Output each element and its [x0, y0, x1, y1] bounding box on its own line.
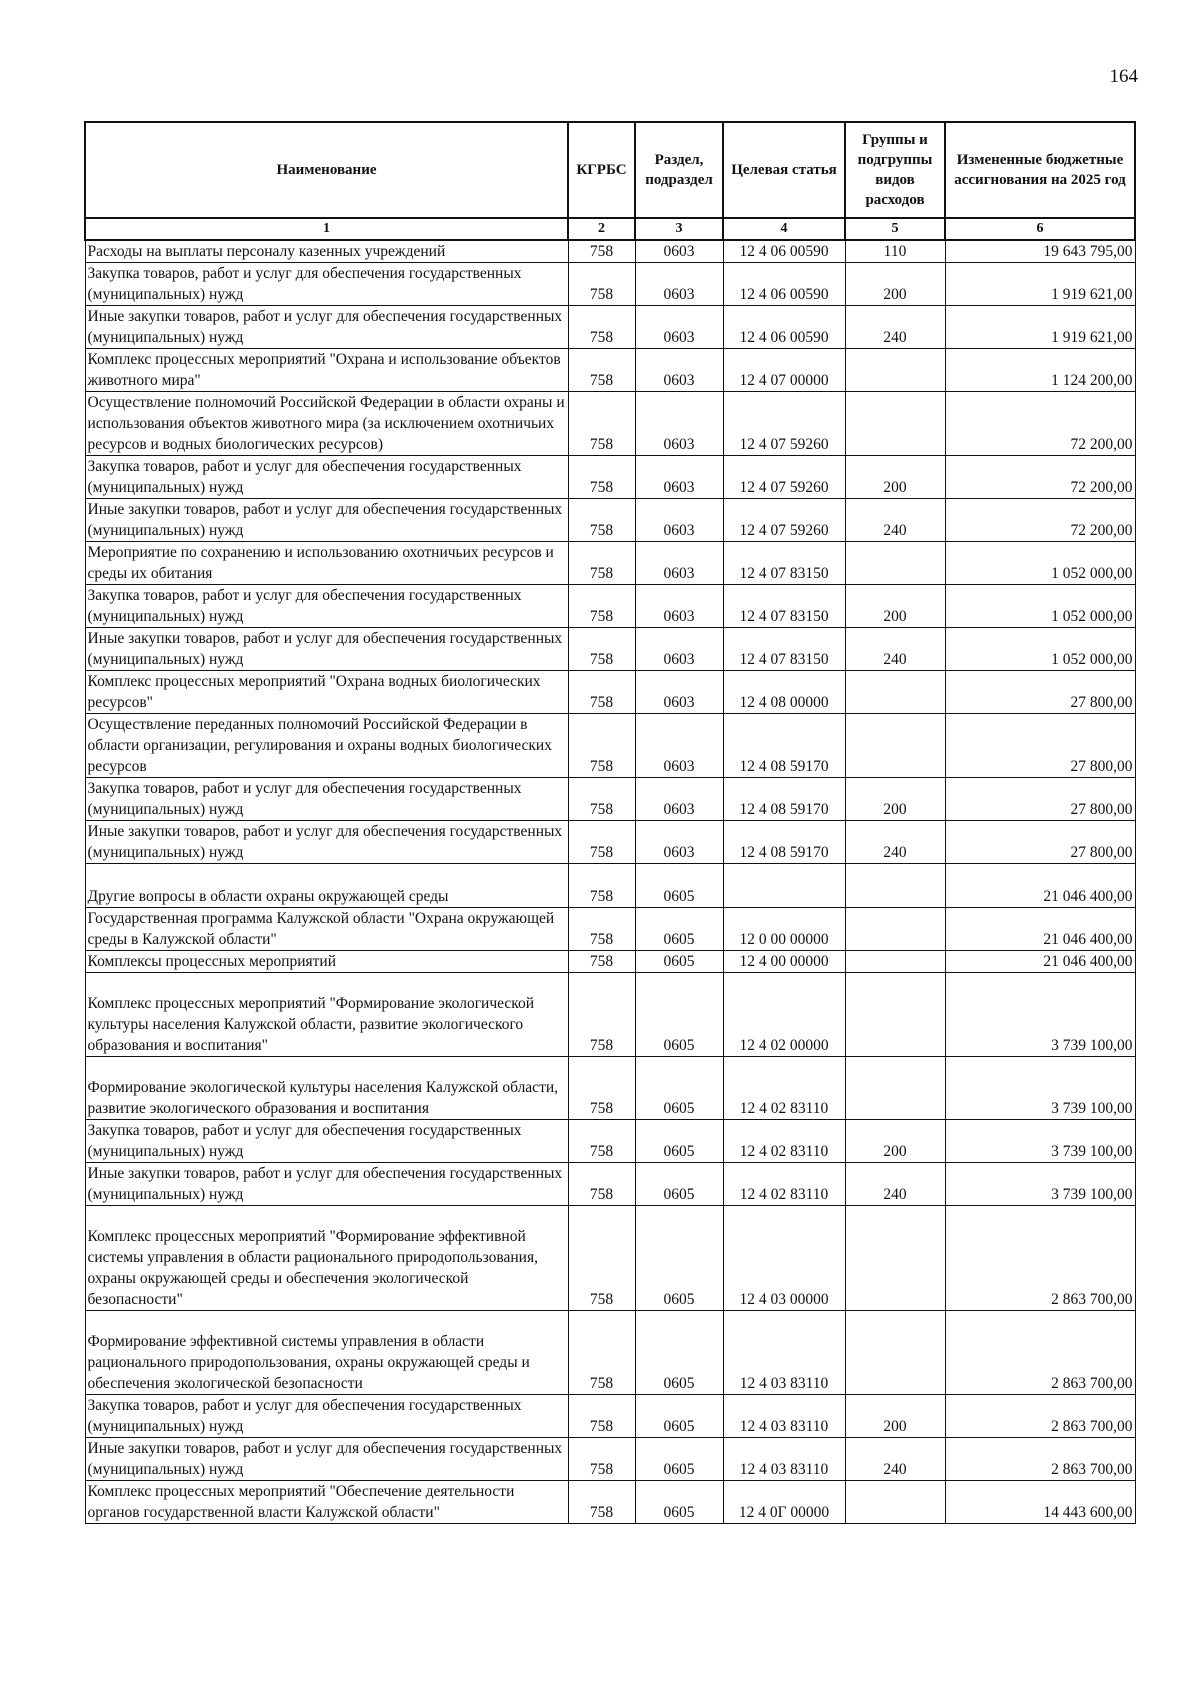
- row-group-cell: [845, 1206, 945, 1311]
- table-row: [85, 671, 1135, 714]
- table-row: [85, 542, 1135, 585]
- row-target-cell: 12 4 00 00000: [723, 951, 845, 973]
- header-kgrbs: КГРБС: [568, 122, 635, 218]
- row-target-cell: 12 4 02 83110: [723, 1120, 845, 1163]
- row-name-cell: Комплексы процессных мероприятий: [85, 951, 568, 973]
- row-kgrbs-cell: 758: [568, 1057, 635, 1120]
- table-row: [85, 456, 1135, 499]
- row-group-cell: [845, 542, 945, 585]
- row-target-cell: 12 4 08 59170: [723, 821, 845, 864]
- header-target: Целевая статья: [723, 122, 845, 218]
- row-section-cell: 0603: [635, 671, 723, 714]
- row-group-cell: [845, 1057, 945, 1120]
- row-target-cell: 12 4 02 00000: [723, 973, 845, 1057]
- row-name-cell: Комплекс процессных мероприятий "Обеспечение деятельности органов государственной власти Калужской области": [85, 1481, 568, 1524]
- row-group-cell: 200: [845, 1120, 945, 1163]
- row-amount-cell: 21 046 400,00: [945, 864, 1135, 908]
- row-name-cell: Комплекс процессных мероприятий "Формирование экологической культуры населения Калужской области, развитие экологического образования и воспитания": [85, 973, 568, 1057]
- row-name-cell: Иные закупки товаров, работ и услуг для обеспечения государственных (муниципальных) нужд: [85, 628, 568, 671]
- row-target-cell: 12 4 07 59260: [723, 499, 845, 542]
- row-kgrbs-cell: 758: [568, 456, 635, 499]
- row-group-cell: 200: [845, 778, 945, 821]
- row-name-cell: Закупка товаров, работ и услуг для обеспечения государственных (муниципальных) нужд: [85, 585, 568, 628]
- column-number: 4: [723, 218, 845, 240]
- row-section-cell: 0605: [635, 1481, 723, 1524]
- row-amount-cell: 3 739 100,00: [945, 1057, 1135, 1120]
- header-name: Наименование: [85, 122, 568, 218]
- row-section-cell: 0605: [635, 1163, 723, 1206]
- row-group-cell: [845, 1481, 945, 1524]
- row-section-cell: 0603: [635, 714, 723, 778]
- row-name-cell: Другие вопросы в области охраны окружающей среды: [85, 864, 568, 908]
- row-amount-cell: 3 739 100,00: [945, 1120, 1135, 1163]
- column-number-row: [85, 218, 1135, 240]
- row-section-cell: 0603: [635, 456, 723, 499]
- table-row: [85, 1163, 1135, 1206]
- row-section-cell: 0603: [635, 821, 723, 864]
- table-row: [85, 499, 1135, 542]
- row-section-cell: 0603: [635, 628, 723, 671]
- table-row: [85, 1481, 1135, 1524]
- row-section-cell: 0605: [635, 1057, 723, 1120]
- row-target-cell: [723, 864, 845, 908]
- row-kgrbs-cell: 758: [568, 1481, 635, 1524]
- row-name-cell: Закупка товаров, работ и услуг для обеспечения государственных (муниципальных) нужд: [85, 1120, 568, 1163]
- row-section-cell: 0605: [635, 1120, 723, 1163]
- row-name-cell: Иные закупки товаров, работ и услуг для обеспечения государственных (муниципальных) нужд: [85, 1163, 568, 1206]
- row-name-cell: Комплекс процессных мероприятий "Охрана водных биологических ресурсов": [85, 671, 568, 714]
- row-amount-cell: 27 800,00: [945, 778, 1135, 821]
- row-target-cell: 12 4 07 00000: [723, 349, 845, 392]
- row-section-cell: 0605: [635, 864, 723, 908]
- row-target-cell: 12 4 07 83150: [723, 585, 845, 628]
- row-name-cell: Иные закупки товаров, работ и услуг для обеспечения государственных (муниципальных) нужд: [85, 1438, 568, 1481]
- row-amount-cell: 2 863 700,00: [945, 1206, 1135, 1311]
- row-kgrbs-cell: 758: [568, 585, 635, 628]
- row-name-cell: Государственная программа Калужской области "Охрана окружающей среды в Калужской области": [85, 908, 568, 951]
- row-group-cell: [845, 864, 945, 908]
- row-amount-cell: 21 046 400,00: [945, 951, 1135, 973]
- row-kgrbs-cell: 758: [568, 392, 635, 456]
- row-kgrbs-cell: 758: [568, 240, 635, 263]
- row-amount-cell: 27 800,00: [945, 821, 1135, 864]
- row-kgrbs-cell: 758: [568, 908, 635, 951]
- table-row: [85, 392, 1135, 456]
- table-row: [85, 714, 1135, 778]
- row-amount-cell: 72 200,00: [945, 499, 1135, 542]
- row-kgrbs-cell: 758: [568, 263, 635, 306]
- table-row: [85, 951, 1135, 973]
- column-number: 6: [945, 218, 1135, 240]
- row-kgrbs-cell: 758: [568, 1395, 635, 1438]
- row-target-cell: 12 4 06 00590: [723, 306, 845, 349]
- row-group-cell: 240: [845, 499, 945, 542]
- row-section-cell: 0605: [635, 1395, 723, 1438]
- row-section-cell: 0603: [635, 778, 723, 821]
- row-amount-cell: 2 863 700,00: [945, 1395, 1135, 1438]
- row-amount-cell: 1 052 000,00: [945, 628, 1135, 671]
- row-name-cell: Осуществление полномочий Российской Федерации в области охраны и использования объектов животного мира (за исключением охотничьих ресурсов и водных биологических ресурсов): [85, 392, 568, 456]
- row-group-cell: [845, 349, 945, 392]
- table-row: [85, 349, 1135, 392]
- row-target-cell: 12 4 03 00000: [723, 1206, 845, 1311]
- row-kgrbs-cell: 758: [568, 349, 635, 392]
- row-section-cell: 0603: [635, 585, 723, 628]
- page-number: 164: [1109, 66, 1138, 87]
- table-row: [85, 585, 1135, 628]
- row-group-cell: 200: [845, 263, 945, 306]
- table-row: [85, 1311, 1135, 1395]
- row-amount-cell: 27 800,00: [945, 671, 1135, 714]
- row-group-cell: 240: [845, 821, 945, 864]
- row-amount-cell: 27 800,00: [945, 714, 1135, 778]
- row-name-cell: Закупка товаров, работ и услуг для обеспечения государственных (муниципальных) нужд: [85, 778, 568, 821]
- row-section-cell: 0603: [635, 240, 723, 263]
- row-target-cell: 12 4 07 59260: [723, 392, 845, 456]
- row-amount-cell: 2 863 700,00: [945, 1311, 1135, 1395]
- row-target-cell: 12 4 03 83110: [723, 1311, 845, 1395]
- header-amount: Измененные бюджетные ассигнования на 2025 год: [945, 122, 1135, 218]
- row-kgrbs-cell: 758: [568, 1438, 635, 1481]
- table-row: [85, 263, 1135, 306]
- row-target-cell: 12 4 06 00590: [723, 240, 845, 263]
- row-amount-cell: 1 052 000,00: [945, 542, 1135, 585]
- row-kgrbs-cell: 758: [568, 1206, 635, 1311]
- row-group-cell: [845, 973, 945, 1057]
- row-kgrbs-cell: 758: [568, 714, 635, 778]
- row-kgrbs-cell: 758: [568, 778, 635, 821]
- row-group-cell: [845, 714, 945, 778]
- row-name-cell: Формирование эффективной системы управления в области рационального природопользования, охраны окружающей среды и обеспечения экологической безопасности: [85, 1311, 568, 1395]
- row-section-cell: 0603: [635, 349, 723, 392]
- row-section-cell: 0603: [635, 499, 723, 542]
- row-target-cell: 12 4 08 59170: [723, 778, 845, 821]
- row-section-cell: 0605: [635, 1206, 723, 1311]
- table-row: [85, 973, 1135, 1057]
- table-row: [85, 908, 1135, 951]
- row-name-cell: Расходы на выплаты персоналу казенных учреждений: [85, 240, 568, 263]
- row-name-cell: Комплекс процессных мероприятий "Формирование эффективной системы управления в области рационального природопользования, охраны окружающей среды и обеспечения экологической безопасности": [85, 1206, 568, 1311]
- row-section-cell: 0603: [635, 263, 723, 306]
- row-target-cell: 12 4 08 59170: [723, 714, 845, 778]
- row-group-cell: [845, 1311, 945, 1395]
- row-kgrbs-cell: 758: [568, 864, 635, 908]
- header-row: [85, 122, 1135, 218]
- row-target-cell: 12 4 03 83110: [723, 1395, 845, 1438]
- row-section-cell: 0603: [635, 306, 723, 349]
- column-number: 5: [845, 218, 945, 240]
- row-section-cell: 0603: [635, 392, 723, 456]
- row-amount-cell: 2 863 700,00: [945, 1438, 1135, 1481]
- row-section-cell: 0605: [635, 951, 723, 973]
- row-amount-cell: 72 200,00: [945, 392, 1135, 456]
- column-number: 3: [635, 218, 723, 240]
- table-row: [85, 864, 1135, 908]
- row-name-cell: Закупка товаров, работ и услуг для обеспечения государственных (муниципальных) нужд: [85, 263, 568, 306]
- row-amount-cell: 14 443 600,00: [945, 1481, 1135, 1524]
- table-row: [85, 306, 1135, 349]
- row-target-cell: 12 4 02 83110: [723, 1057, 845, 1120]
- row-target-cell: 12 4 06 00590: [723, 263, 845, 306]
- table-row: [85, 1206, 1135, 1311]
- row-section-cell: 0605: [635, 973, 723, 1057]
- row-kgrbs-cell: 758: [568, 499, 635, 542]
- budget-table: [84, 121, 1136, 1524]
- row-group-cell: 240: [845, 306, 945, 349]
- row-group-cell: 200: [845, 456, 945, 499]
- row-name-cell: Иные закупки товаров, работ и услуг для обеспечения государственных (муниципальных) нужд: [85, 306, 568, 349]
- row-group-cell: 200: [845, 585, 945, 628]
- row-kgrbs-cell: 758: [568, 1311, 635, 1395]
- row-amount-cell: 19 643 795,00: [945, 240, 1135, 263]
- row-name-cell: Формирование экологической культуры населения Калужской области, развитие экологического образования и воспитания: [85, 1057, 568, 1120]
- row-name-cell: Иные закупки товаров, работ и услуг для обеспечения государственных (муниципальных) нужд: [85, 821, 568, 864]
- row-target-cell: 12 4 07 59260: [723, 456, 845, 499]
- table-row: [85, 1120, 1135, 1163]
- row-amount-cell: 1 919 621,00: [945, 306, 1135, 349]
- row-kgrbs-cell: 758: [568, 1163, 635, 1206]
- row-name-cell: Закупка товаров, работ и услуг для обеспечения государственных (муниципальных) нужд: [85, 1395, 568, 1438]
- row-target-cell: 12 0 00 00000: [723, 908, 845, 951]
- row-kgrbs-cell: 758: [568, 1120, 635, 1163]
- row-kgrbs-cell: 758: [568, 628, 635, 671]
- row-amount-cell: 1 052 000,00: [945, 585, 1135, 628]
- row-amount-cell: 1 124 200,00: [945, 349, 1135, 392]
- row-target-cell: 12 4 08 00000: [723, 671, 845, 714]
- row-group-cell: 200: [845, 1395, 945, 1438]
- row-amount-cell: 72 200,00: [945, 456, 1135, 499]
- table-row: [85, 778, 1135, 821]
- row-amount-cell: 3 739 100,00: [945, 1163, 1135, 1206]
- row-kgrbs-cell: 758: [568, 951, 635, 973]
- row-amount-cell: 3 739 100,00: [945, 973, 1135, 1057]
- header-section: Раздел, подраздел: [635, 122, 723, 218]
- table-row: [85, 1438, 1135, 1481]
- row-section-cell: 0605: [635, 1311, 723, 1395]
- row-group-cell: [845, 392, 945, 456]
- row-group-cell: 110: [845, 240, 945, 263]
- table-row: [85, 1395, 1135, 1438]
- row-section-cell: 0603: [635, 542, 723, 585]
- row-group-cell: [845, 951, 945, 973]
- row-target-cell: 12 4 03 83110: [723, 1438, 845, 1481]
- row-name-cell: Осуществление переданных полномочий Российской Федерации в области организации, регулирования и охраны водных биологических ресурсов: [85, 714, 568, 778]
- row-section-cell: 0605: [635, 908, 723, 951]
- row-target-cell: 12 4 07 83150: [723, 542, 845, 585]
- table-row: [85, 821, 1135, 864]
- row-group-cell: [845, 908, 945, 951]
- row-kgrbs-cell: 758: [568, 542, 635, 585]
- row-target-cell: 12 4 0Г 00000: [723, 1481, 845, 1524]
- table-row: [85, 1057, 1135, 1120]
- row-group-cell: 240: [845, 1438, 945, 1481]
- row-target-cell: 12 4 02 83110: [723, 1163, 845, 1206]
- row-name-cell: Закупка товаров, работ и услуг для обеспечения государственных (муниципальных) нужд: [85, 456, 568, 499]
- row-name-cell: Иные закупки товаров, работ и услуг для обеспечения государственных (муниципальных) нужд: [85, 499, 568, 542]
- row-kgrbs-cell: 758: [568, 671, 635, 714]
- column-number: 2: [568, 218, 635, 240]
- row-kgrbs-cell: 758: [568, 821, 635, 864]
- row-target-cell: 12 4 07 83150: [723, 628, 845, 671]
- row-amount-cell: 1 919 621,00: [945, 263, 1135, 306]
- row-kgrbs-cell: 758: [568, 306, 635, 349]
- table-row: [85, 628, 1135, 671]
- row-group-cell: 240: [845, 1163, 945, 1206]
- row-kgrbs-cell: 758: [568, 973, 635, 1057]
- row-amount-cell: 21 046 400,00: [945, 908, 1135, 951]
- row-group-cell: [845, 671, 945, 714]
- table-body: [85, 240, 1135, 1524]
- row-name-cell: Комплекс процессных мероприятий "Охрана и использование объектов животного мира": [85, 349, 568, 392]
- header-groups: Группы и подгруппы видов расходов: [845, 122, 945, 218]
- row-name-cell: Мероприятие по сохранению и использованию охотничьих ресурсов и среды их обитания: [85, 542, 568, 585]
- row-group-cell: 240: [845, 628, 945, 671]
- row-section-cell: 0605: [635, 1438, 723, 1481]
- column-number: 1: [85, 218, 568, 240]
- table-row: [85, 240, 1135, 263]
